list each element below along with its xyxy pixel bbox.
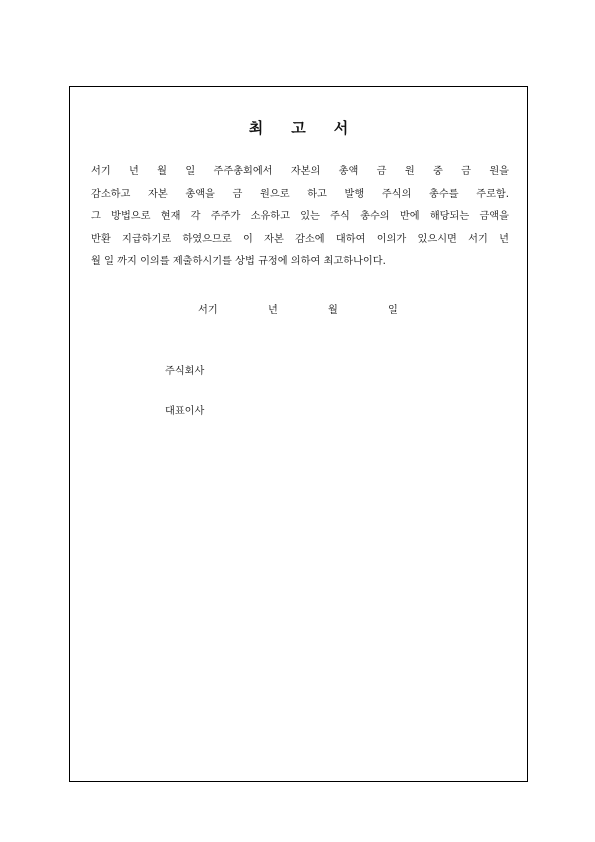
body-line: 반환 지급하기로 하였으므로 이 자본 감소에 대하여 이의가 있으시면 서기 년 (91, 233, 509, 245)
body-line: 그 방법으로 현재 각 주주가 소유하고 있는 주식 총수의 반에 해당되는 금액을 (91, 211, 509, 222)
body-line: 월 일 까지 이의를 제출하시기를 상법 규정에 의하여 최고하나이다. (91, 256, 386, 267)
notice-body (91, 161, 509, 274)
company-label: 주식회사 (165, 366, 205, 377)
title-char: 서 (333, 119, 349, 137)
date-day-unit: 일 (388, 305, 398, 316)
date-month-unit: 월 (328, 305, 338, 316)
date-year-unit: 년 (268, 305, 278, 316)
date-era: 서기 (198, 305, 218, 316)
title-char: 최 (248, 119, 264, 137)
document-title (70, 117, 527, 138)
document-border (69, 86, 528, 782)
representative-label: 대표이사 (165, 406, 205, 417)
body-line: 서기 년 월 일 주주총회에서 자본의 총액 금 원 중 금 원을 (91, 166, 509, 177)
body-line: 감소하고 자본 총액을 금 원으로 하고 발행 주식의 총수를 주로함. (91, 188, 509, 200)
title-char: 고 (291, 119, 306, 137)
